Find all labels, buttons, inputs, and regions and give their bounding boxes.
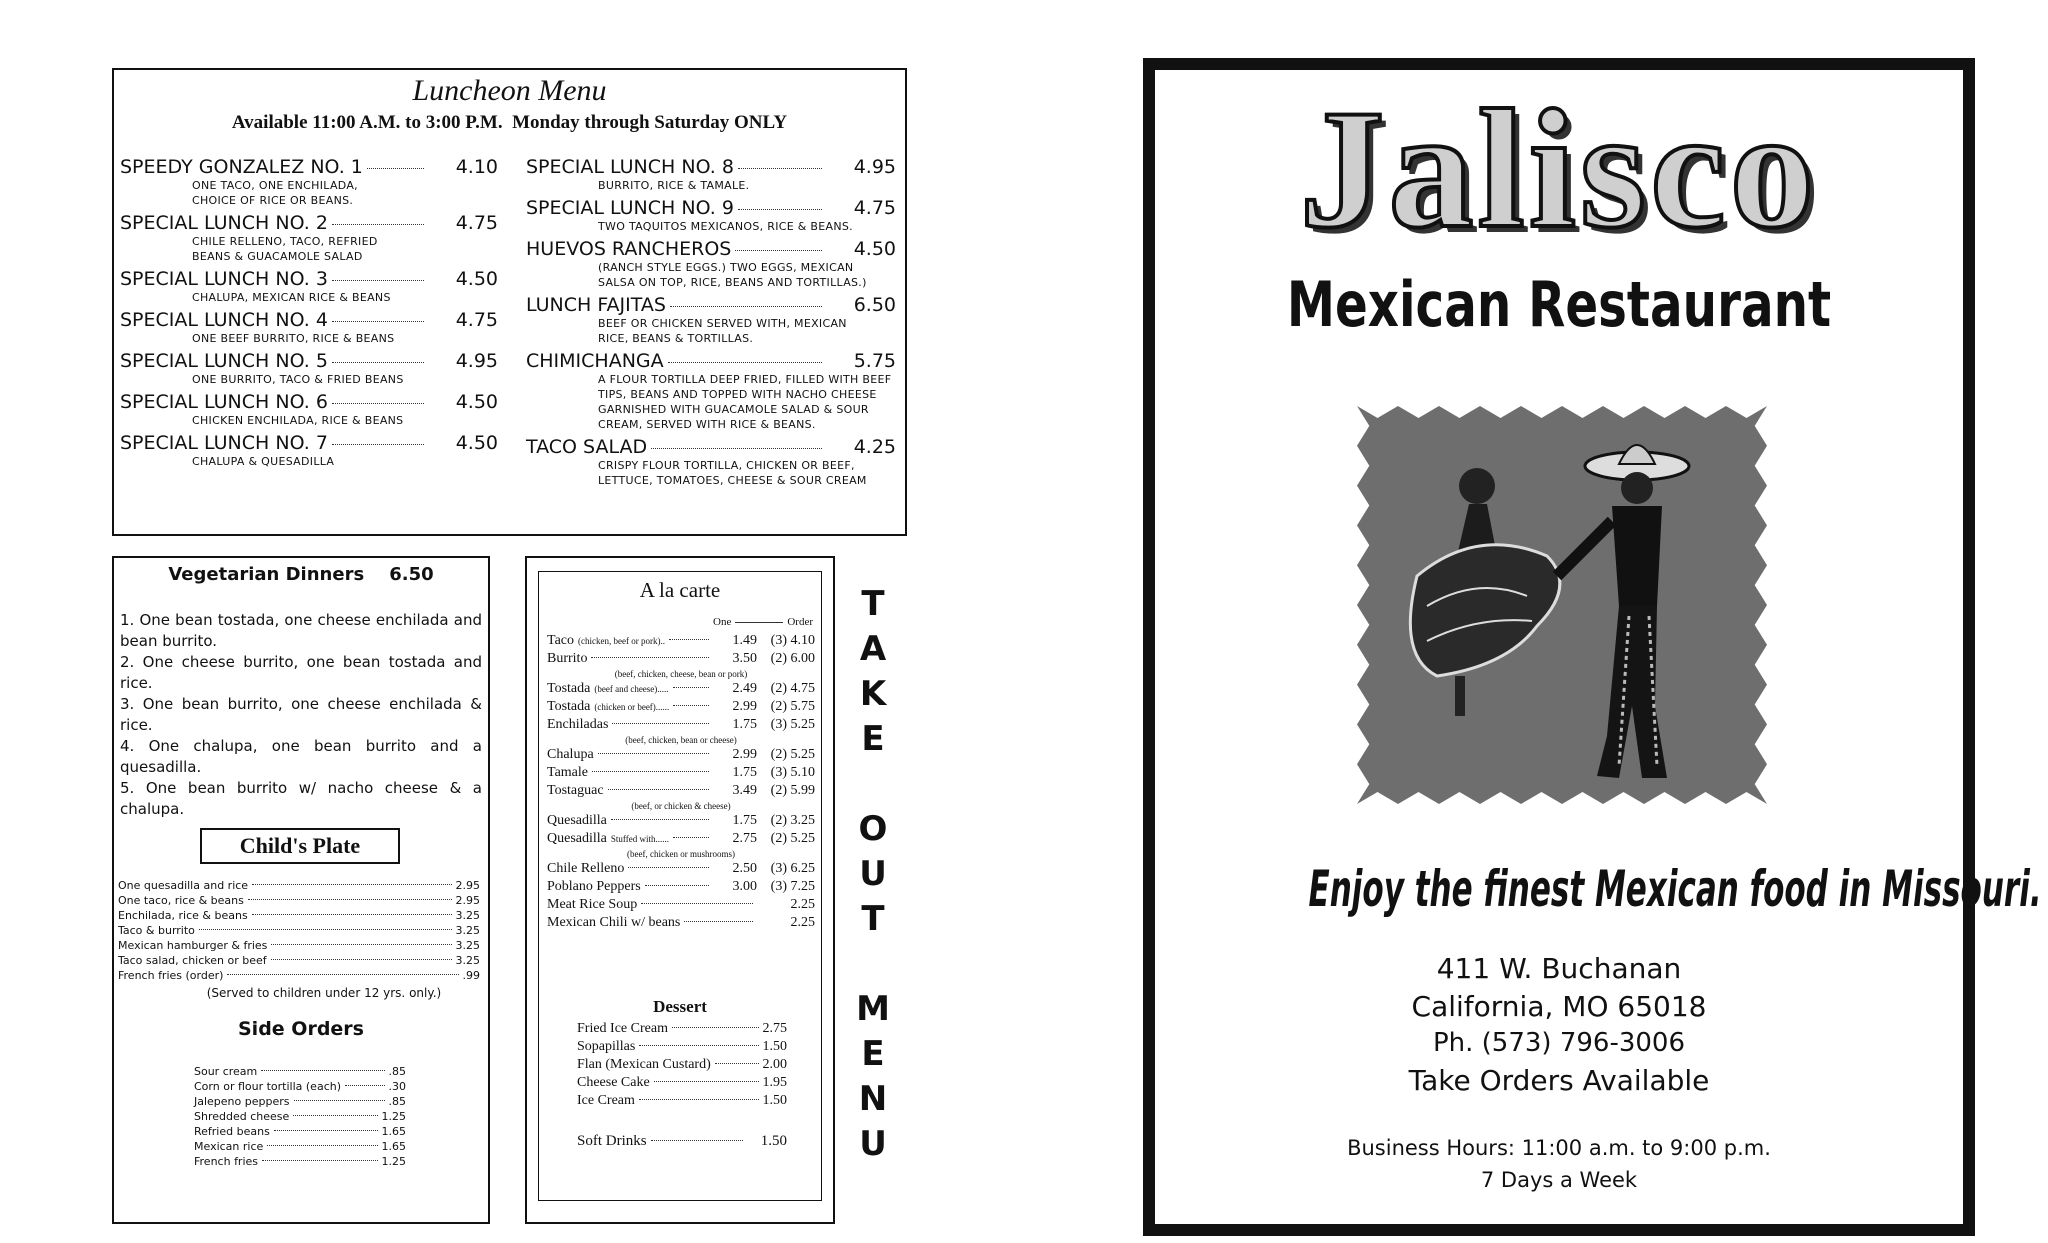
vegetarian-item: 2. One cheese burrito, one bean tostada and rice. <box>120 653 482 692</box>
alacarte-item-note: (beef, chicken, bean or cheese) <box>625 735 737 745</box>
take-out-letter: U <box>859 1124 887 1164</box>
item-price: 3.25 <box>455 924 480 937</box>
lunch-item-desc: CRISPY FLOUR TORTILLA, CHICKEN OR BEEF, <box>598 459 855 472</box>
alacarte-one-price: 2.49 <box>732 681 757 696</box>
item-name: CHIMICHANGA <box>526 350 664 372</box>
side-order-row <box>194 1064 406 1079</box>
cover-phone: Ph. (573) 796-3006 <box>1432 1028 1686 1058</box>
item-name: SPECIAL LUNCH NO. 9 <box>526 197 734 219</box>
childs-plate-row <box>118 968 480 983</box>
item-price: .99 <box>462 969 480 982</box>
alacarte-item-name: Meat Rice Soup <box>547 897 638 912</box>
item-name: Sour cream <box>194 1065 258 1078</box>
dot-leader <box>293 1115 377 1116</box>
alacarte-order-price: (2) 6.00 <box>770 651 815 666</box>
item-name: SPECIAL LUNCH NO. 4 <box>120 309 328 331</box>
alacarte-item-qualifier: Stuffed with...... <box>610 834 669 844</box>
take-out-letter: T <box>861 899 885 939</box>
dot-leader <box>248 899 452 900</box>
dot-leader <box>332 403 424 404</box>
dot-leader <box>673 687 709 688</box>
lunch-item <box>526 350 896 432</box>
lunch-item-desc: CHICKEN ENCHILADA, RICE & BEANS <box>192 414 404 427</box>
side-order-row <box>194 1109 406 1124</box>
lunch-item-desc: CHOICE OF RICE OR BEANS. <box>192 194 354 207</box>
dot-leader <box>612 723 709 724</box>
dot-leader <box>598 753 709 754</box>
dot-leader <box>669 639 709 640</box>
lunch-item-desc: BEEF OR CHICKEN SERVED WITH, MEXICAN <box>598 317 847 330</box>
lunch-item <box>120 156 498 208</box>
item-price: 6.50 <box>853 294 896 316</box>
lunch-item <box>120 268 498 305</box>
lunch-item-row <box>526 436 896 458</box>
dot-leader <box>332 362 424 363</box>
lunch-item <box>526 197 896 234</box>
alacarte-order-price: (2) 5.75 <box>770 699 815 714</box>
dot-leader <box>651 448 822 449</box>
item-price: 3.25 <box>455 939 480 952</box>
dot-leader <box>673 705 709 706</box>
dot-leader <box>592 771 709 772</box>
dessert-row <box>577 1092 787 1110</box>
vegetarian-child-side-box <box>112 556 490 1224</box>
item-name: LUNCH FAJITAS <box>526 294 666 316</box>
lunch-item-desc: RICE, BEANS & TORTILLAS. <box>598 332 754 345</box>
alacarte-header-order: Order <box>787 616 813 628</box>
alacarte-one-price: 2.99 <box>732 747 757 762</box>
soft-drinks-row <box>577 1132 787 1150</box>
item-price: 2.95 <box>455 879 480 892</box>
item-name: SPECIAL LUNCH NO. 6 <box>120 391 328 413</box>
take-out-menu-vertical <box>850 582 896 1167</box>
lunch-item <box>526 294 896 346</box>
item-name: Corn or flour tortilla (each) <box>194 1080 342 1093</box>
item-name: Sopapillas <box>577 1039 636 1054</box>
side-order-row <box>194 1124 406 1139</box>
alacarte-order-price: (2) 4.75 <box>770 681 815 696</box>
take-out-letter: A <box>859 629 887 669</box>
item-name: Mexican hamburger & fries <box>118 939 268 952</box>
alacarte-order-price: (2) 5.25 <box>770 831 815 846</box>
lunch-item <box>120 309 498 346</box>
item-price: .85 <box>388 1095 406 1108</box>
item-price: 4.95 <box>455 350 498 372</box>
childs-plate-note: (Served to children under 12 yrs. only.) <box>206 986 442 1000</box>
item-name: One quesadilla and rice <box>118 879 249 892</box>
alacarte-row <box>547 650 815 668</box>
item-price: 1.65 <box>381 1140 406 1153</box>
item-name: TACO SALAD <box>526 436 648 458</box>
lunch-item-row <box>526 294 896 316</box>
take-out-letter: E <box>861 719 885 759</box>
alacarte-item-name: Tamale <box>547 765 588 780</box>
alacarte-order-price: (3) 7.25 <box>770 879 815 894</box>
alacarte-order-price: (3) 6.25 <box>770 861 815 876</box>
lunch-item-row <box>120 350 498 372</box>
dot-leader <box>670 306 822 307</box>
cover-take-orders: Take Orders Available <box>1408 1064 1710 1097</box>
dot-leader <box>628 867 709 868</box>
alacarte-header-one: One <box>713 616 732 628</box>
dot-leader <box>654 1081 759 1082</box>
dot-leader <box>261 1070 384 1071</box>
lunch-item-row <box>120 391 498 413</box>
alacarte-order-price: (3) 4.10 <box>770 633 815 648</box>
take-out-letter: M <box>856 989 890 1029</box>
alacarte-order-price: (2) 5.99 <box>770 783 815 798</box>
dancers-illustration <box>1357 406 1767 804</box>
side-order-row <box>194 1154 406 1169</box>
lunch-item-desc: GARNISHED WITH GUACAMOLE SALAD & SOUR <box>598 403 869 416</box>
alacarte-item-note: (beef, chicken, cheese, bean or pork) <box>614 669 748 679</box>
lunch-item-desc: TIPS, BEANS AND TOPPED WITH NACHO CHEESE <box>598 388 877 401</box>
take-out-letter: E <box>861 1034 885 1074</box>
vegetarian-list <box>120 610 482 820</box>
item-price: 4.50 <box>853 238 896 260</box>
dot-leader <box>608 789 709 790</box>
dot-leader <box>252 914 452 915</box>
alacarte-item-name: Taco <box>547 633 575 648</box>
dot-leader <box>668 362 822 363</box>
item-price: 4.75 <box>853 197 896 219</box>
item-price: 4.95 <box>853 156 896 178</box>
luncheon-menu-box <box>112 68 907 536</box>
item-name: Shredded cheese <box>194 1110 290 1123</box>
dot-leader <box>294 1100 385 1101</box>
lunch-item-desc: BURRITO, RICE & TAMALE. <box>598 179 750 192</box>
alacarte-order-price: (2) 5.25 <box>770 747 815 762</box>
vegetarian-item: 1. One bean tostada, one cheese enchilada and bean burrito. <box>120 611 482 650</box>
alacarte-item-qualifier: (beef and cheese)..... <box>594 684 669 694</box>
item-price: 4.10 <box>455 156 498 178</box>
alacarte-one-price: 2.99 <box>732 699 757 714</box>
vegetarian-item: 4. One chalupa, one bean burrito and a quesadilla. <box>120 737 482 776</box>
dot-leader <box>262 1160 377 1161</box>
alacarte-item-name: Quesadilla <box>547 813 607 828</box>
alacarte-column-header <box>713 616 813 628</box>
item-name: Cheese Cake <box>577 1075 650 1090</box>
item-name: Refried beans <box>194 1125 270 1138</box>
dot-leader <box>715 1063 759 1064</box>
dot-leader <box>345 1085 384 1086</box>
lunch-item-desc: SALSA ON TOP, RICE, BEANS AND TORTILLAS.) <box>598 276 867 289</box>
item-price: 2.95 <box>455 894 480 907</box>
alacarte-one-price: 3.50 <box>732 651 757 666</box>
alacarte-item-qualifier: (chicken, beef or pork).. <box>578 636 665 646</box>
dot-leader <box>332 280 424 281</box>
item-name: Flan (Mexican Custard) <box>577 1057 711 1072</box>
childs-plate-row <box>118 953 480 968</box>
lunch-left-column <box>120 156 498 473</box>
alacarte-item-name: Chile Relleno <box>547 861 625 876</box>
dessert-row <box>577 1056 787 1074</box>
item-name: Taco salad, chicken or beef <box>118 954 267 967</box>
childs-plate-row <box>118 878 480 893</box>
lunch-item-row <box>120 309 498 331</box>
dot-leader <box>738 168 822 169</box>
lunch-item <box>526 436 896 488</box>
lunch-item-row <box>120 268 498 290</box>
alacarte-item-name: Quesadilla <box>547 831 607 846</box>
lunch-right-column <box>526 156 896 492</box>
alacarte-row <box>547 746 815 764</box>
alacarte-list <box>547 632 815 932</box>
dessert-row <box>577 1020 787 1038</box>
dot-leader <box>274 1130 378 1131</box>
childs-plate-row <box>118 923 480 938</box>
lunch-item-desc: ONE BURRITO, TACO & FRIED BEANS <box>192 373 404 386</box>
lunch-item-desc: A FLOUR TORTILLA DEEP FRIED, FILLED WITH BEEF <box>598 373 892 386</box>
item-name: Mexican rice <box>194 1140 264 1153</box>
lunch-item <box>120 391 498 428</box>
dessert-row <box>577 1074 787 1092</box>
cover-logo: Jalisco <box>1299 75 1819 263</box>
lunch-item-row <box>526 156 896 178</box>
dot-leader <box>738 209 822 210</box>
dot-leader <box>639 1099 759 1100</box>
item-name: HUEVOS RANCHEROS <box>526 238 732 260</box>
dot-leader <box>332 224 424 225</box>
side-order-row <box>194 1139 406 1154</box>
alacarte-one-price: 2.75 <box>732 831 757 846</box>
item-price: 3.25 <box>455 909 480 922</box>
alacarte-order-price: (2) 3.25 <box>770 813 815 828</box>
dot-leader <box>672 1027 759 1028</box>
lunch-item-desc: CHALUPA, MEXICAN RICE & BEANS <box>192 291 391 304</box>
alacarte-item-name: Tostada <box>547 699 591 714</box>
alacarte-one-price: 3.49 <box>732 783 757 798</box>
item-price: 1.95 <box>762 1075 787 1090</box>
alacarte-order-price: (3) 5.10 <box>770 765 815 780</box>
alacarte-item-note: (beef, or chicken & cheese) <box>631 801 731 811</box>
take-out-gap <box>850 942 896 987</box>
cover-subtitle: Mexican Restaurant <box>1286 268 1832 341</box>
item-name: Ice Cream <box>577 1093 635 1108</box>
side-orders-title: Side Orders <box>238 1018 364 1040</box>
lunch-item <box>120 350 498 387</box>
alacarte-order-price: 2.25 <box>790 897 815 912</box>
vegetarian-item: 5. One bean burrito w/ nacho cheese & a chalupa. <box>120 779 482 818</box>
lunch-item-desc: ONE BEEF BURRITO, RICE & BEANS <box>192 332 395 345</box>
dot-leader <box>367 168 424 169</box>
lunch-item-desc: LETTUCE, TOMATOES, CHEESE & SOUR CREAM <box>598 474 867 487</box>
take-out-letter: U <box>859 854 887 894</box>
alacarte-one-price: 3.00 <box>732 879 757 894</box>
alacarte-item-name: Tostada <box>547 681 591 696</box>
item-name: SPECIAL LUNCH NO. 5 <box>120 350 328 372</box>
alacarte-row <box>547 698 815 716</box>
alacarte-item-note: (beef, chicken or mushrooms) <box>627 849 735 859</box>
item-price: 5.75 <box>853 350 896 372</box>
lunch-item-desc: CREAM, SERVED WITH RICE & BEANS. <box>598 418 816 431</box>
alacarte-row <box>547 878 815 896</box>
item-name: One taco, rice & beans <box>118 894 244 907</box>
item-price: 2.00 <box>762 1057 787 1072</box>
side-order-row <box>194 1094 406 1109</box>
dot-leader <box>673 837 709 838</box>
item-name: SPEEDY GONZALEZ NO. 1 <box>120 156 363 178</box>
item-price: 4.50 <box>455 391 498 413</box>
lunch-item-row <box>526 238 896 260</box>
dessert-list <box>577 1020 787 1110</box>
dot-leader <box>252 884 451 885</box>
lunch-item-row <box>120 156 498 178</box>
lunch-item-desc: CHILE RELLENO, TACO, REFRIED <box>192 235 378 248</box>
childs-plate-title: Child's Plate <box>239 833 361 858</box>
dot-leader <box>267 1145 377 1146</box>
dot-leader <box>639 1045 758 1046</box>
lunch-item-desc: BEANS & GUACAMOLE SALAD <box>192 250 363 263</box>
alacarte-title: A la carte <box>639 578 721 602</box>
dot-leader <box>332 321 424 322</box>
alacarte-row <box>547 860 815 878</box>
alacarte-item-name: Enchiladas <box>547 717 609 732</box>
soft-drinks-label: Soft Drinks <box>577 1133 647 1149</box>
luncheon-subtitle: Available 11:00 A.M. to 3:00 P.M. Monday through Saturday ONLY <box>231 112 788 133</box>
lunch-item-row <box>120 212 498 234</box>
alacarte-order-price: 2.25 <box>790 915 815 930</box>
alacarte-row <box>547 782 815 800</box>
alacarte-order-price: (3) 5.25 <box>770 717 815 732</box>
item-price: 4.75 <box>455 309 498 331</box>
alacarte-item-qualifier: (chicken or beef)...... <box>594 702 670 712</box>
dot-leader <box>199 929 452 930</box>
lunch-item-row <box>120 432 498 454</box>
dot-leader <box>684 921 753 922</box>
soft-drinks-price: 1.50 <box>760 1133 787 1149</box>
item-price: 2.75 <box>762 1021 787 1036</box>
take-out-letter: T <box>861 584 885 624</box>
dot-leader <box>611 819 709 820</box>
lunch-item <box>526 156 896 193</box>
item-price: 1.25 <box>381 1155 406 1168</box>
alacarte-item-name: Mexican Chili w/ beans <box>547 915 681 930</box>
dancers-image <box>1357 406 1767 804</box>
item-price: 4.75 <box>455 212 498 234</box>
item-price: 4.50 <box>455 268 498 290</box>
cover-frame <box>1143 58 2042 1236</box>
item-name: Taco & burrito <box>118 924 195 937</box>
item-price: .30 <box>388 1080 406 1093</box>
lunch-item <box>526 238 896 290</box>
take-out-gap <box>850 762 896 807</box>
lunch-item-row <box>526 197 896 219</box>
childs-plate-list <box>118 878 480 983</box>
item-name: Jalepeno peppers <box>194 1095 290 1108</box>
cover-panel <box>1155 70 2042 1224</box>
childs-plate-title-box <box>200 828 400 864</box>
dessert-title: Dessert <box>653 997 707 1016</box>
take-out-letter: N <box>858 1079 888 1119</box>
alacarte-one-price: 1.75 <box>732 813 757 828</box>
vegetarian-header <box>114 564 488 585</box>
lunch-item-desc: CHALUPA & QUESADILLA <box>192 455 335 468</box>
alacarte-one-price: 2.50 <box>732 861 757 876</box>
item-price: 4.50 <box>455 432 498 454</box>
side-order-row <box>194 1079 406 1094</box>
item-name: SPECIAL LUNCH NO. 8 <box>526 156 734 178</box>
item-price: 3.25 <box>455 954 480 967</box>
dot-leader <box>591 657 709 658</box>
alacarte-one-price: 1.49 <box>732 633 757 648</box>
dessert-row <box>577 1038 787 1056</box>
lunch-item-row <box>526 350 896 372</box>
item-name: French fries <box>194 1155 259 1168</box>
alacarte-row <box>547 764 815 782</box>
alacarte-row <box>547 680 815 698</box>
lunch-item <box>120 212 498 264</box>
dot-leader <box>645 885 709 886</box>
alacarte-item-name: Poblano Peppers <box>547 879 641 894</box>
alacarte-row <box>547 914 815 932</box>
alacarte-item-name: Tostaguac <box>547 783 604 798</box>
dot-leader <box>227 974 458 975</box>
alacarte-row <box>547 716 815 734</box>
dot-leader <box>271 944 451 945</box>
cover-tagline: Enjoy the finest Mexican food in Missouri. <box>1308 860 2042 918</box>
lunch-item-desc: (RANCH STYLE EGGS.) TWO EGGS, MEXICAN <box>598 261 854 274</box>
dot-leader <box>735 250 822 251</box>
alacarte-outer-box <box>525 556 835 1224</box>
side-orders-list <box>194 1064 406 1169</box>
dot-leader <box>641 903 753 904</box>
alacarte-row <box>547 830 815 848</box>
cover-days: 7 Days a Week <box>1480 1168 1638 1192</box>
take-out-letter: K <box>859 674 887 714</box>
item-name: SPECIAL LUNCH NO. 3 <box>120 268 328 290</box>
lunch-item-desc: TWO TAQUITOS MEXICANOS, RICE & BEANS. <box>598 220 853 233</box>
vegetarian-price: 6.50 <box>389 564 434 585</box>
item-price: 1.50 <box>762 1093 787 1108</box>
item-price: 1.50 <box>762 1039 787 1054</box>
vegetarian-title: Vegetarian Dinners <box>168 564 365 585</box>
item-price: 1.65 <box>381 1125 406 1138</box>
item-price: 1.25 <box>381 1110 406 1123</box>
item-name: SPECIAL LUNCH NO. 7 <box>120 432 328 454</box>
alacarte-row <box>547 896 815 914</box>
childs-plate-row <box>118 938 480 953</box>
alacarte-row <box>547 812 815 830</box>
childs-plate-row <box>118 893 480 908</box>
cover-address-line2: California, MO 65018 <box>1411 990 1707 1023</box>
alacarte-row <box>547 632 815 650</box>
alacarte-one-price: 1.75 <box>732 765 757 780</box>
luncheon-title: Luncheon Menu <box>412 74 607 107</box>
item-name: SPECIAL LUNCH NO. 2 <box>120 212 328 234</box>
vegetarian-item: 3. One bean burrito, one cheese enchilada & rice. <box>120 695 482 734</box>
alacarte-inner-box <box>538 571 822 1201</box>
item-price: 4.25 <box>853 436 896 458</box>
take-out-letter: O <box>858 809 888 849</box>
alacarte-item-name: Burrito <box>547 651 588 666</box>
childs-plate-row <box>118 908 480 923</box>
item-name: Fried Ice Cream <box>577 1021 668 1036</box>
lunch-item <box>120 432 498 469</box>
alacarte-one-price: 1.75 <box>732 717 757 732</box>
cover-business-hours: Business Hours: 11:00 a.m. to 9:00 p.m. <box>1347 1136 1771 1160</box>
item-name: Enchilada, rice & beans <box>118 909 248 922</box>
item-price: .85 <box>388 1065 406 1078</box>
lunch-item-desc: ONE TACO, ONE ENCHILADA, <box>192 179 358 192</box>
item-name: French fries (order) <box>118 969 224 982</box>
alacarte-item-name: Chalupa <box>547 747 594 762</box>
dot-leader <box>332 444 424 445</box>
dot-leader <box>271 959 452 960</box>
cover-address-line1: 411 W. Buchanan <box>1436 952 1682 985</box>
